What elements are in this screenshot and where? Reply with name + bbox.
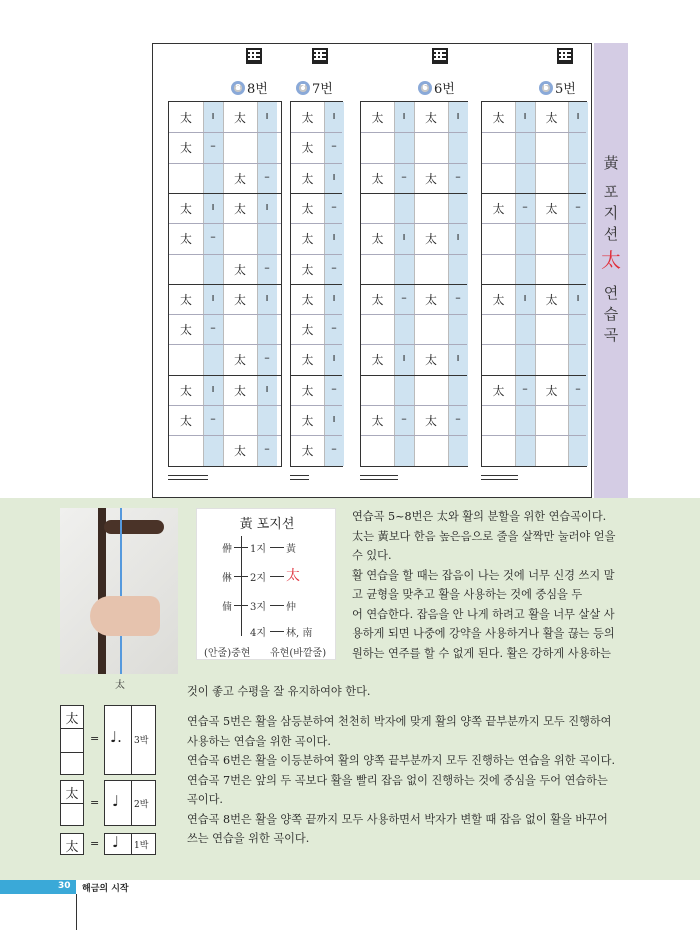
qr-code-icon[interactable] [557, 48, 573, 64]
disc-icon: 8 [231, 81, 245, 95]
note-ta: 太 [371, 232, 384, 247]
bow-mark: – [264, 260, 270, 274]
position-tick [270, 631, 284, 632]
disc-icon: 7 [296, 81, 310, 95]
row-line [291, 314, 342, 315]
note-ta: 太 [424, 232, 437, 247]
note-ta: 太 [233, 383, 246, 398]
end-rule [360, 475, 398, 476]
note-ta: 太 [424, 414, 437, 428]
text-line: 활 연습을 할 때는 잡음이 나는 것에 너무 신경 쓰지 말 [352, 568, 615, 582]
divider [61, 803, 83, 804]
qr-code-icon[interactable] [312, 48, 328, 64]
note-ta: 太 [301, 141, 314, 156]
note-ta: 太 [233, 201, 246, 216]
bow-mark: – [210, 412, 216, 425]
position-tick [270, 605, 284, 606]
row-line [169, 193, 281, 194]
bow-mark: – [331, 321, 337, 335]
side-title-char: 연 [603, 284, 619, 302]
note-ta: 太 [424, 292, 437, 307]
exercise-label-5 [539, 78, 576, 97]
row-line [361, 193, 467, 194]
row-line [291, 254, 342, 255]
bow-mark: ı [211, 381, 215, 395]
note-ta: 太 [371, 414, 384, 428]
row-line [361, 405, 467, 406]
exercise-number: 6번 [434, 82, 455, 97]
row-line [169, 254, 281, 255]
score-block-7 [290, 101, 343, 467]
row-line [361, 132, 467, 133]
row-line [291, 193, 342, 194]
divider [131, 781, 132, 825]
bow-mark: – [331, 260, 337, 274]
row-line [169, 314, 281, 315]
side-title-char: 포 [603, 183, 619, 201]
position-mid-3: 3지 [250, 602, 267, 613]
row-line [291, 435, 342, 436]
beat-label: 3박 [134, 736, 149, 746]
position-left-3: 㑲 [222, 602, 232, 613]
position-chart-title: 黃 포지션 [239, 517, 295, 532]
beat-label: 1박 [134, 841, 149, 851]
end-rule [481, 475, 518, 476]
bow-mark: ı [576, 109, 580, 122]
exercise-label-8 [231, 78, 268, 97]
text-line: 용하게 되면 나중에 강약을 사용하거나 활을 끊는 등의 [352, 627, 615, 640]
intro-paragraph [352, 507, 636, 663]
bow-mark: – [331, 199, 337, 213]
intro-paragraph-end [187, 682, 637, 702]
note-ta: 太 [301, 111, 314, 125]
bow-mark: – [210, 321, 216, 335]
bow-mark: – [575, 199, 581, 213]
quarter-note-icon: ♩ [112, 792, 120, 810]
exercise-number: 7번 [312, 82, 333, 97]
bow-mark: ı [456, 351, 460, 365]
text-line: 고 균형을 맞추고 활을 사용하는 것에 중심을 두 [352, 588, 583, 601]
bow-mark: – [401, 412, 407, 425]
equals-sign: = [90, 732, 100, 745]
note-ta: 太 [179, 232, 192, 247]
row-line [169, 284, 281, 285]
note-ta: 太 [301, 383, 314, 398]
row-line [291, 405, 342, 406]
bow-mark: – [331, 139, 337, 153]
note-ta: 太 [371, 171, 384, 186]
text-line: 연습곡 8번은 활을 양쪽 끝까지 모두 사용하면서 박자가 변할 때 잡음 없이 활을 바꾸어 [187, 812, 608, 826]
position-tick [270, 576, 284, 577]
position-ta-highlight: 太 [286, 568, 300, 584]
bow-mark: ı [576, 290, 580, 304]
row-line [361, 375, 467, 376]
page-number: 30 [58, 881, 71, 891]
text-line: 원하는 연주를 할 수 없게 된다. 활은 강하게 사용하는 [352, 646, 611, 660]
row-line [361, 314, 467, 315]
bow-mark: ı [211, 199, 215, 213]
score-block-8 [168, 101, 282, 467]
note-ta: 太 [233, 171, 246, 186]
text-line: 사용하는 연습을 위한 곡이다. [187, 734, 331, 748]
bow-mark: – [522, 199, 528, 213]
position-tick [234, 605, 248, 606]
book-title: 해금의 시작 [82, 884, 129, 894]
quarter-note-icon: ♩ [112, 833, 120, 851]
equals-sign: = [90, 837, 100, 850]
note-ta: 太 [301, 353, 314, 368]
footer-rule [76, 894, 77, 930]
note-ta: 太 [371, 292, 384, 307]
note-ta: 太 [301, 262, 314, 277]
text-line: 연습곡 5번은 활을 삼등분하여 천천히 박자에 맞게 활의 양쪽 끝부분까지 모두 진행하여 [187, 715, 612, 728]
note-ta: 太 [179, 383, 192, 398]
position-left-1: 㑖 [222, 544, 232, 555]
note-ta: 太 [301, 323, 314, 338]
note-ta: 太 [545, 111, 558, 125]
row-line [361, 344, 467, 345]
bow-string [120, 508, 122, 674]
bow-mark: ı [523, 109, 527, 122]
bow-mark: ı [332, 351, 336, 365]
bow-mark: – [264, 169, 270, 183]
bow-mark: ı [402, 351, 406, 365]
row-line [482, 405, 586, 406]
note-ta: 太 [301, 292, 314, 307]
bow-mark: ı [211, 109, 215, 122]
row-line [291, 132, 342, 133]
end-rule [168, 479, 208, 480]
row-line [482, 223, 586, 224]
row-line [291, 163, 342, 164]
note-ta: 太 [233, 262, 246, 277]
text-line: 어 연습한다. 잡음을 안 나게 하려고 활을 너무 살살 사 [352, 607, 615, 621]
note-ta: 太 [233, 292, 246, 307]
bow-mark: – [401, 290, 407, 304]
dotted-quarter-note-icon: ♩. [110, 728, 122, 746]
position-right-1: 黃 [286, 544, 296, 555]
end-rule [168, 475, 208, 476]
row-line [169, 375, 281, 376]
row-line [291, 223, 342, 224]
end-rule [290, 479, 309, 480]
notation-glyph: 太 [65, 712, 79, 727]
note-ta: 太 [424, 353, 437, 368]
position-mid-4: 4지 [250, 628, 267, 639]
note-ta: 太 [179, 323, 192, 338]
row-line [361, 223, 467, 224]
note-ta: 太 [301, 232, 314, 247]
end-rule [360, 479, 398, 480]
text-line: 것이 좋고 수평을 잘 유지하여야 한다. [187, 685, 371, 698]
note-ta: 太 [371, 353, 384, 368]
bow-mark: ı [456, 230, 460, 244]
end-rule [481, 479, 518, 480]
bow-mark: – [264, 442, 270, 456]
text-line: 太는 黃보다 한음 높은음으로 줄을 살짝만 눌러야 얻을 [352, 529, 616, 543]
position-right-2 [286, 565, 300, 585]
note-ta: 太 [179, 141, 192, 156]
bow-mark: ı [211, 290, 215, 304]
bow-mark: ı [332, 412, 336, 425]
bow-mark: – [455, 412, 461, 425]
exercise-label-6 [418, 78, 455, 97]
disc-icon: 6 [418, 81, 432, 95]
beat-label: 2박 [134, 800, 149, 810]
note-ta: 太 [233, 111, 246, 125]
qr-code-icon[interactable] [246, 48, 262, 64]
side-title-char: 곡 [603, 326, 619, 344]
note-ta: 太 [424, 171, 437, 186]
text-line: 쓰는 연습을 위한 곡이다. [187, 832, 310, 845]
note-ta: 太 [492, 111, 505, 125]
row-line [291, 284, 342, 285]
exercise-label-7 [296, 78, 333, 97]
note-ta: 太 [301, 444, 314, 459]
position-footer-right: 유현(바깥줄) [270, 648, 327, 659]
note-ta: 太 [424, 111, 437, 125]
note-ta: 太 [371, 111, 384, 125]
note-ta: 太 [492, 292, 505, 307]
note-ta: 太 [301, 201, 314, 216]
notation-glyph: 太 [65, 787, 79, 802]
bow-mark: ı [402, 109, 406, 122]
divider [61, 752, 83, 753]
note-ta: 太 [545, 383, 558, 398]
row-line [482, 193, 586, 194]
text-line: 연습곡 6번은 활을 이등분하여 활의 양쪽 끝부분까지 모두 진행하는 연습을 위한 곡이다. [187, 754, 616, 767]
bow-mark: ı [332, 109, 336, 122]
row-line [361, 435, 467, 436]
instrument-rod [98, 508, 106, 674]
row-line [169, 435, 281, 436]
equals-sign: = [90, 796, 100, 809]
bow-mark: ı [265, 290, 269, 304]
bow-mark: ı [402, 230, 406, 244]
row-line [482, 344, 586, 345]
row-line [482, 435, 586, 436]
side-title-char: 黃 [603, 154, 619, 172]
position-footer-left: (안줄)중현 [204, 648, 251, 659]
instrument-peg [104, 520, 164, 534]
side-title [594, 153, 628, 346]
text-line: 곡이다. [187, 793, 223, 806]
position-tick [270, 547, 284, 548]
position-right-4: 林, 南 [286, 628, 313, 639]
notation-box-3 [60, 705, 84, 775]
bow-mark: ı [265, 109, 269, 122]
row-line [361, 254, 467, 255]
disc-icon: 5 [539, 81, 553, 95]
position-tick [234, 547, 248, 548]
bow-mark: ı [332, 290, 336, 304]
bow-mark: – [331, 442, 337, 456]
note-ta: 太 [179, 201, 192, 216]
row-line [291, 375, 342, 376]
note-ta: 太 [233, 444, 246, 459]
bow-mark: – [575, 381, 581, 395]
qr-code-icon[interactable] [432, 48, 448, 64]
row-line [482, 284, 586, 285]
row-line [169, 344, 281, 345]
position-tick [234, 576, 248, 577]
note-ta: 太 [301, 414, 314, 428]
bow-mark: – [522, 381, 528, 395]
bow-mark: ı [265, 381, 269, 395]
exercise-number: 5번 [555, 82, 576, 97]
row-line [482, 163, 586, 164]
position-left-2: 㑣 [222, 573, 232, 584]
side-title-char: 지 [603, 204, 619, 222]
divider [131, 706, 132, 774]
text-line: 연습곡 7번은 앞의 두 곡보다 활을 빨리 잡음 없이 진행하는 것에 중심을 두어 연습하는 [187, 773, 608, 787]
bow-mark: ı [332, 230, 336, 244]
row-line [361, 284, 467, 285]
position-right-3: 仲 [286, 602, 296, 613]
end-rule [290, 475, 309, 476]
side-title-char: 습 [603, 305, 619, 323]
row-line [169, 223, 281, 224]
notation-glyph: 太 [65, 840, 79, 855]
bow-mark: – [264, 351, 270, 365]
notation-box-2 [60, 780, 84, 826]
exercise-number: 8번 [247, 82, 268, 97]
bow-mark: – [455, 169, 461, 183]
note-ta: 太 [233, 353, 246, 368]
text-line: 수 있다. [352, 549, 392, 562]
position-mid-2: 2지 [250, 573, 267, 584]
row-line [169, 163, 281, 164]
bow-mark: – [401, 169, 407, 183]
bow-mark: ı [523, 290, 527, 304]
divider [61, 728, 83, 729]
row-line [482, 132, 586, 133]
exercise-descriptions [187, 712, 647, 849]
score-block-6 [360, 101, 468, 467]
position-mid-1: 1지 [250, 544, 267, 555]
side-title-char: 션 [603, 225, 619, 243]
bow-mark: ı [332, 169, 336, 183]
note-ta: 太 [492, 383, 505, 398]
row-line [361, 163, 467, 164]
bow-mark: ı [265, 199, 269, 213]
row-line [482, 314, 586, 315]
divider [131, 834, 132, 854]
side-title-ta: 太 [601, 248, 621, 272]
position-axis [241, 536, 242, 636]
bow-mark: – [210, 139, 216, 153]
note-ta: 太 [545, 292, 558, 307]
photo-caption: 太 [115, 680, 125, 691]
text-line: 연습곡 5~8번은 太와 활의 분할을 위한 연습곡이다. [352, 510, 607, 523]
row-line [482, 375, 586, 376]
row-line [169, 405, 281, 406]
note-ta: 太 [179, 414, 192, 428]
hand [90, 596, 160, 636]
note-ta: 太 [179, 111, 192, 125]
notation-box-1 [60, 833, 84, 855]
haegeum-photo [60, 508, 178, 674]
bow-mark: – [455, 290, 461, 304]
note-ta: 太 [492, 201, 505, 216]
score-block-5 [481, 101, 587, 467]
bow-mark: – [331, 381, 337, 395]
note-ta: 太 [545, 201, 558, 216]
side-title-band [594, 43, 628, 498]
bow-mark: ı [456, 109, 460, 122]
row-line [482, 254, 586, 255]
row-line [291, 344, 342, 345]
note-ta: 太 [179, 292, 192, 307]
row-line [169, 132, 281, 133]
note-ta: 太 [301, 171, 314, 186]
bow-mark: – [210, 230, 216, 244]
